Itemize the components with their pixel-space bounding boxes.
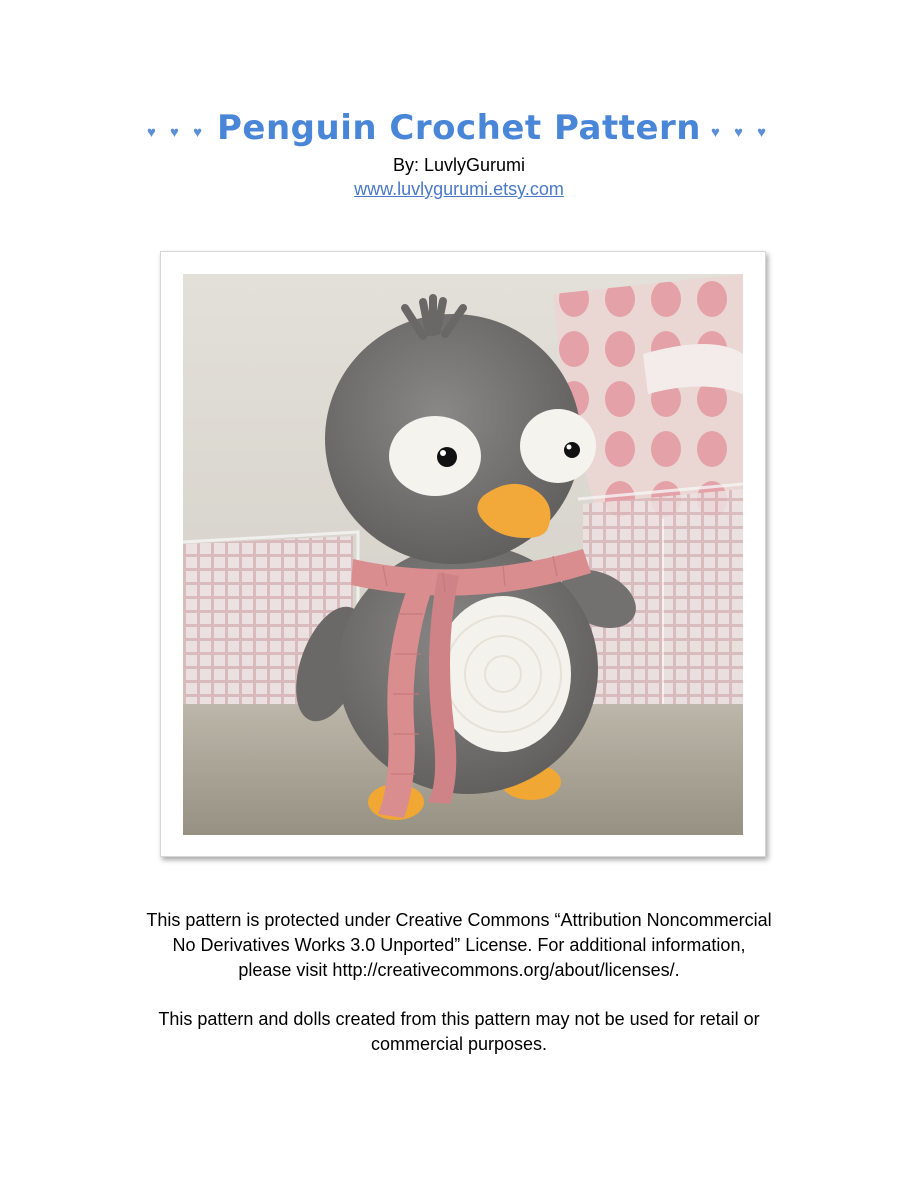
document-header [0, 105, 918, 201]
license-line-1: This pattern is protected under Creative Commons “Attribution Noncommercial [146, 910, 772, 930]
usage-line-1: This pattern and dolls created from this pattern may not be used for retail or [158, 1009, 760, 1029]
author-byline: By: LuvlyGurumi [392, 155, 526, 175]
usage-paragraph [60, 1007, 858, 1057]
hearts-left-icon: ♥ ♥ ♥ [146, 123, 207, 141]
title-line [0, 105, 918, 151]
photo-frame [160, 251, 766, 857]
license-line-3: please visit http://creativecommons.org/about/licenses/. [238, 960, 680, 980]
hearts-right-icon: ♥ ♥ ♥ [711, 123, 772, 141]
shop-link[interactable]: www.luvlygurumi.etsy.com [354, 179, 564, 199]
penguin-illustration [183, 274, 743, 835]
license-line-2: No Derivatives Works 3.0 Unported” License. For additional information, [172, 935, 746, 955]
document-title: Penguin Crochet Pattern [217, 108, 701, 148]
license-paragraph [60, 908, 858, 983]
license-notice [60, 908, 858, 1057]
usage-line-2: commercial purposes. [370, 1034, 548, 1054]
penguin-photo [183, 274, 743, 835]
